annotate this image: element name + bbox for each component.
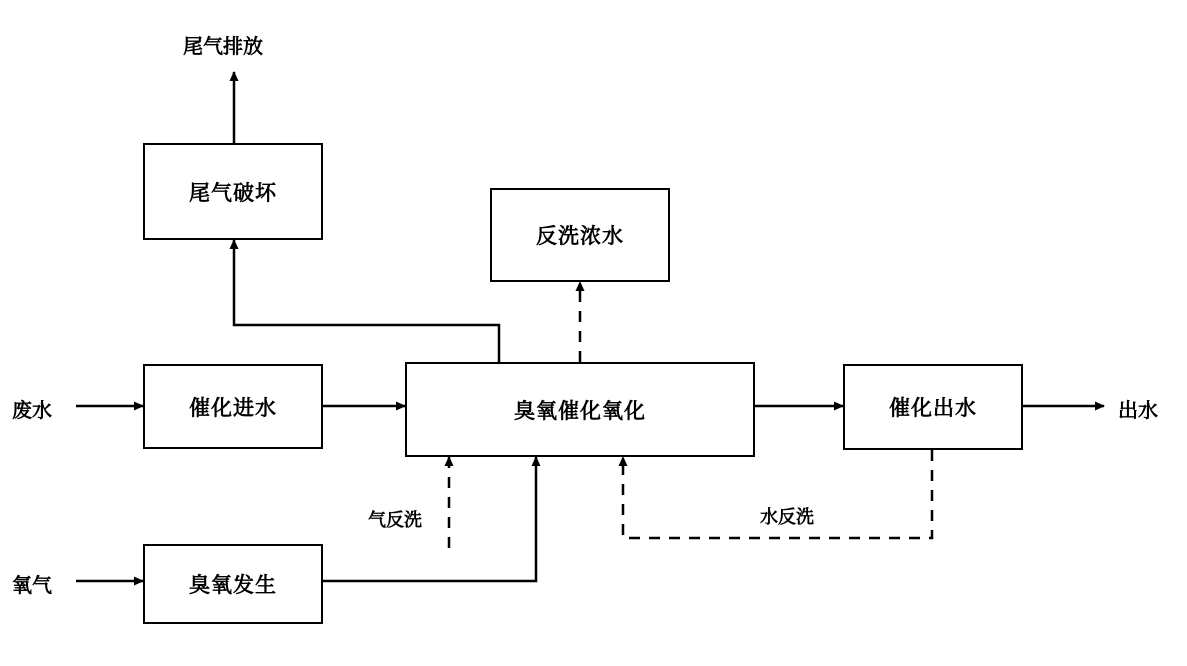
node-catalytic-outlet[interactable] [843,364,1023,450]
node-catalytic-outlet-label: 催化出水 [889,396,977,420]
node-backwash-concentrate-label: 反洗浓水 [536,224,624,248]
node-catalytic-inlet-label: 催化进水 [189,395,277,420]
node-tail-gas-destroy-label: 尾气破坏 [189,180,277,205]
io-label-oxygen-in: 氧气 [12,573,52,597]
node-tail-gas-destroy[interactable] [143,143,323,240]
io-label-tail-gas-emission: 尾气排放 [183,34,263,58]
edge-label-water-backwash: 水反洗 [757,503,817,529]
io-label-water-out: 出水 [1118,398,1158,422]
node-backwash-concentrate[interactable] [490,188,670,282]
edge-label-gas-backwash: 气反洗 [365,506,425,532]
io-label-wastewater-in: 废水 [12,398,52,422]
node-ozone-catalytic-oxidation-label: 臭氧催化氧化 [514,398,646,423]
node-ozone-catalytic-oxidation[interactable] [405,362,755,457]
node-ozone-generator-label: 臭氧发生 [189,573,277,597]
wire-oxidation-to-tailgas [234,240,499,362]
wire-ozone-to-oxidation [323,457,536,581]
node-ozone-generator[interactable] [143,544,323,624]
node-catalytic-inlet[interactable] [143,364,323,449]
